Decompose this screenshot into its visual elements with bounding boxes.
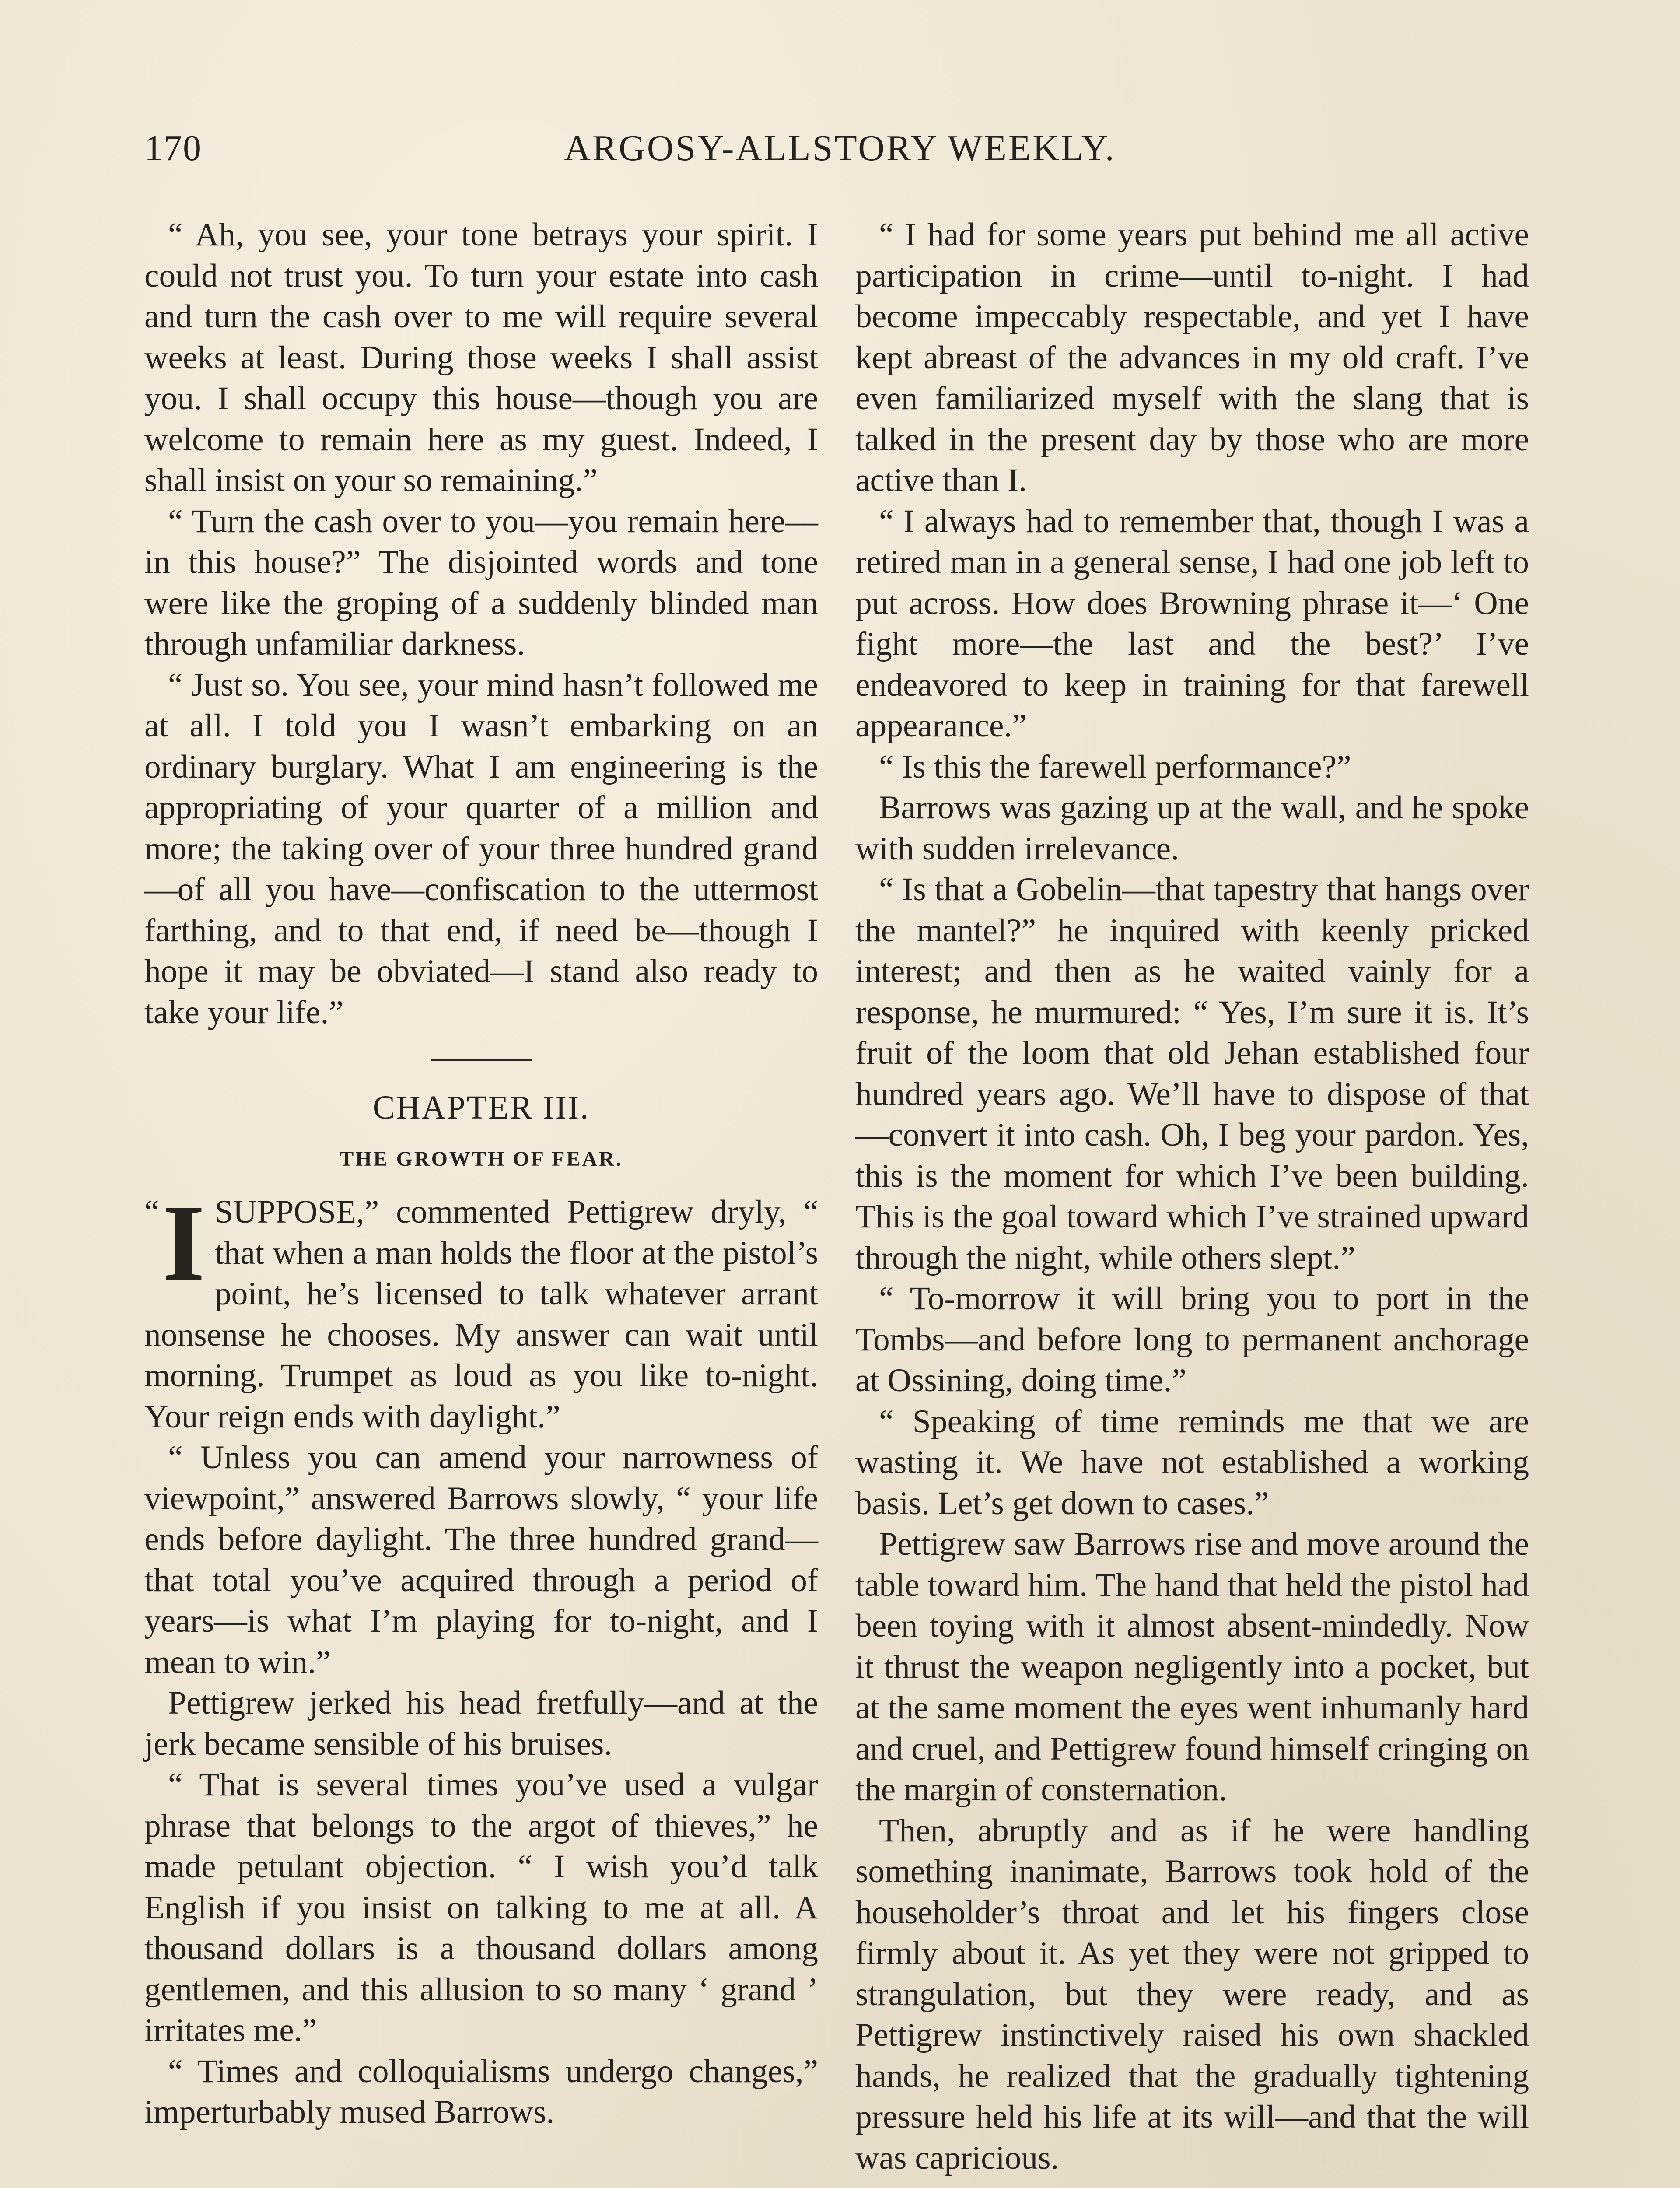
paragraph: “ Unless you can amend your narrowness of viewpoint,” answered Barrows slowly, “ your life ends before daylight. The three hundred grand—that total you’ve acquired through a period of years—is what I’m playing for to-night, and I mean to win.”: [144, 1439, 818, 1680]
dropcap-paragraph: [144, 1182, 818, 1437]
opening-quote: “: [144, 1194, 159, 1230]
chapter-subtitle: THE GROWTH OF FEAR.: [340, 1147, 623, 1171]
page-header: [144, 127, 1536, 175]
paragraph: “ Ah, you see, your tone betrays your spirit. I could not trust you. To turn your estate into cash and turn the cash over to me will require several weeks at least. During those weeks I shall assist you. I shall occupy this house—though you are welcome to remain here as my guest. Indeed, I shall insist on your so remaining.”: [144, 217, 818, 498]
page-number: 170: [144, 128, 202, 168]
right-column: [855, 214, 1529, 2178]
running-title: ARGOSY-ALLSTORY WEEKLY.: [564, 128, 1116, 168]
paragraph: “ Is that a Gobelin—that tapestry that hangs over the mantel?” he inquired with keenly pricked interest; and then as he waited vainly for a response, he murmured: “ Yes, I’m sure it is. It’s fruit of the loom that old Jehan established four hundred years ago. We’ll have to dispose of that —convert it into cash. Oh, I beg your pardon. Yes, this is the moment for which I’ve been building. This is the goal toward which I’ve strained upward through the night, while others slept.”: [855, 871, 1529, 1276]
paragraph: “ I always had to remember that, though I was a retired man in a general sense, I had one job left to put across. How does Browning phrase it—‘ One fight more—the last and the best?’ I’ve endeavored to keep in training for that farewell appearance.”: [855, 503, 1529, 744]
paragraph: Pettigrew jerked his head fretfully—and at the jerk became sensible of his bruises.: [144, 1685, 818, 1762]
paragraph: “ That is several times you’ve used a vulgar phrase that belongs to the argot of thieves,” he made petulant objection. “ I wish you’d talk English if you insist on talking to me at all. A thousand dollars is a thousand dollars among gentlemen, and this allusion to so many ‘ grand ’ irritates me.”: [144, 1767, 818, 2048]
paragraph: “ Just so. You see, your mind hasn’t followed me at all. I told you I wasn’t embarking on an ordinary burglary. What I am engineering is the appropriating of your quarter of a million and more; the taking over of your three hundred grand—of all you have—confiscation to the uttermost farthing, and to that end, if need be—though I hope it may be obviated—I stand also ready to take your life.”: [144, 666, 818, 1031]
paragraph: “ Is this the farewell performance?”: [879, 748, 1351, 785]
chapter-title: CHAPTER III.: [372, 1089, 590, 1126]
paragraph: Barrows was gazing up at the wall, and he spoke with sudden irrelevance.: [855, 789, 1529, 867]
paragraph: “ I had for some years put behind me all active participation in crime—until to-night. I had become impeccably respectable, and yet I have kept abreast of the advances in my old craft. I’ve even familiarized myself with the slang that is talked in the present day by those who are more active than I.: [855, 217, 1529, 498]
drop-cap-letter: I: [162, 1182, 205, 1304]
paragraph: “ Turn the cash over to you—you remain here—in this house?” The disjointed words and tone were like the groping of a suddenly blinded man through unfamiliar darkness.: [144, 503, 818, 662]
paragraph: Pettigrew saw Barrows rise and move around the table toward him. The hand that held the pistol had been toying with it almost absent-mindedly. Now it thrust the weapon negligently into a pocket, but at the same moment the eyes went inhumanly hard and cruel, and Pettigrew found himself cringing on the margin of consternation.: [855, 1526, 1529, 1808]
paragraph: Then, abruptly and as if he were handling something inanimate, Barrows took hold of the householder’s throat and let his fingers close firmly about it. As yet they were not gripped to strangulation, but they were ready, and as Pettigrew instinctively raised his own shackled hands, he realized that the gradually tightening pressure held his life at its will—and that the will was capricious.: [855, 1812, 1529, 2176]
paragraph: “ To-morrow it will bring you to port in the Tombs—and before long to permanent anchorage at Ossining, doing time.”: [855, 1280, 1529, 1399]
paragraph: “ Times and colloquialisms undergo changes,” imperturbably mused Barrows.: [144, 2053, 818, 2130]
chapter-divider: [431, 1059, 532, 1061]
paragraph: “ Speaking of time reminds me that we are wasting it. We have not established a working basis. Let’s get down to cases.”: [855, 1403, 1529, 1522]
dropcap-paragraph-text: SUPPOSE,” commented Pettigrew dryly, “ that when a man holds the floor at the pistol’s point, he’s licensed to talk whatever arrant nonsense he chooses. My answer can wait until morning. Trumpet as loud as you like to-night. Your reign ends with daylight.”: [144, 1194, 818, 1435]
left-column: [144, 214, 818, 2133]
